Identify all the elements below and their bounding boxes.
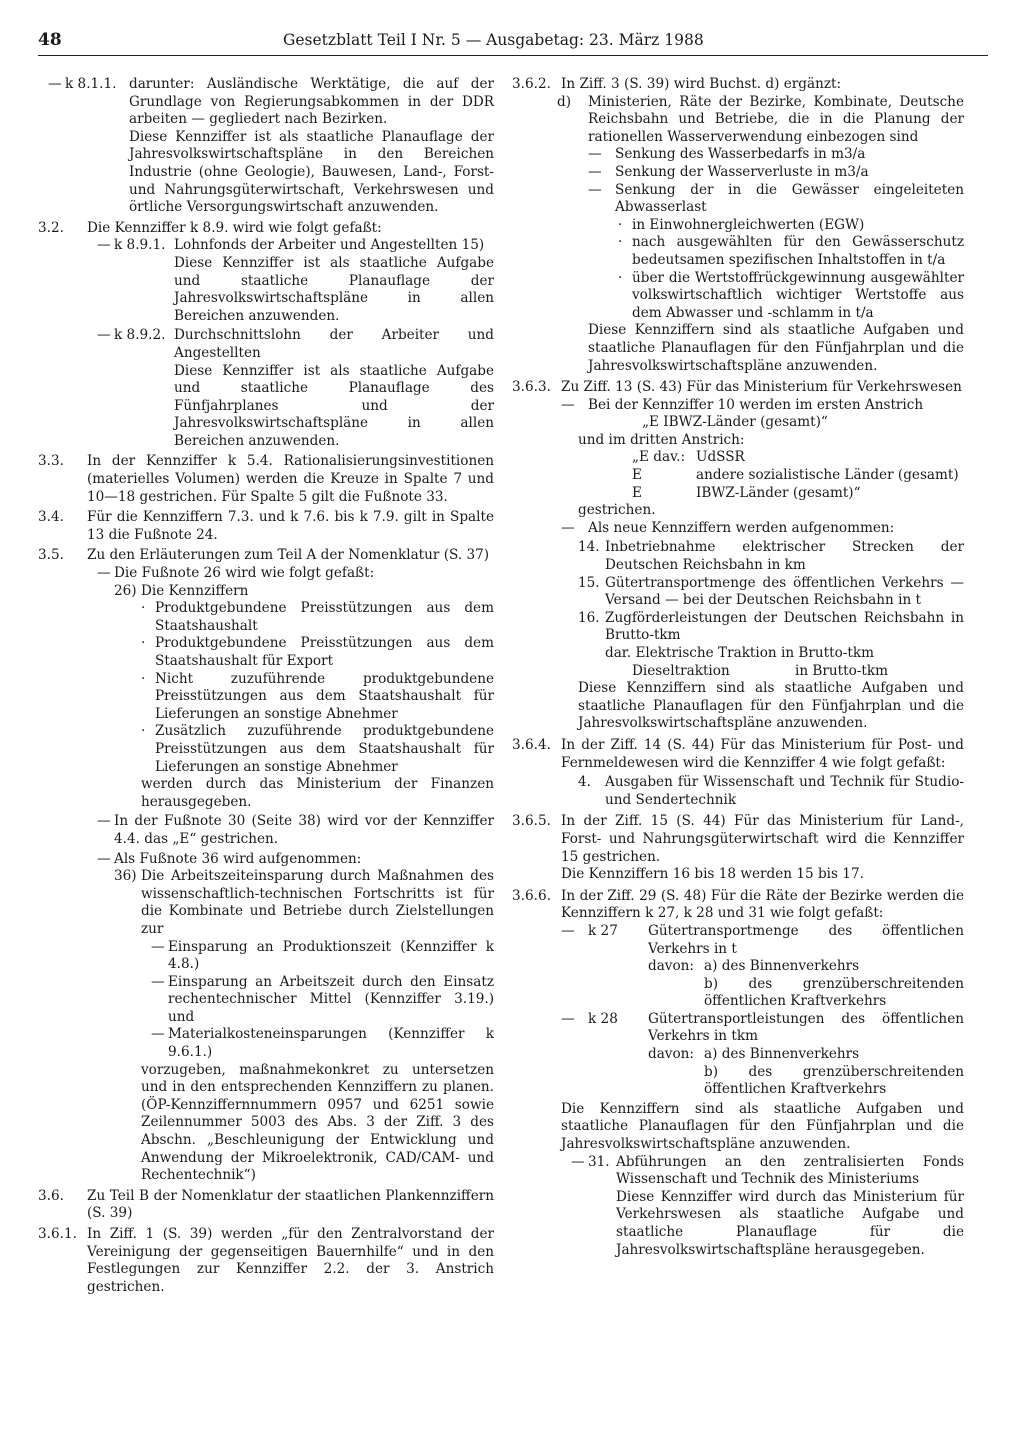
list-item: Zugförderleistungen der Deutschen Reichsbahn in Brutto-tkm [605, 609, 964, 644]
list-item: Produktgebundene Preisstützungen aus dem Staatshaushalt [155, 600, 494, 634]
section-3-2 [38, 220, 494, 451]
list-item: Senkung der Wasserverluste in m3/a [615, 163, 869, 180]
page-header [38, 30, 988, 56]
section-text: Die Kennziffer k 8.9. wird wie folgt gefaßt: [87, 219, 382, 236]
list-item: Ausgaben für Wissenschaft und Technik für Studio- und Sendertechnik [605, 774, 964, 808]
list-item: Senkung der in die Gewässer eingeleiteten Abwasserlast [615, 181, 964, 216]
list-item: nach ausgewählten für den Gewässerschutz bedeutsamen spezifischen Inhaltstoffen in t/a [632, 234, 964, 268]
list-item: Einsparung an Produktionszeit (Kennziffer k 4.8.) [168, 938, 494, 973]
list-item: Nicht zuzuführende produktgebundene Preisstützungen aus dem Staatshaushalt für Lieferungen an sonstige Abnehmer [155, 670, 494, 722]
k892-number: k 8.9.2. [114, 327, 166, 344]
k891-number: k 8.9.1. [114, 237, 166, 254]
section-3-5 [38, 547, 494, 1184]
section-3-6-1 [38, 1226, 494, 1296]
list-item: Produktgebundene Preisstützungen aus dem Staatshaushalt für Export [155, 635, 494, 669]
section-note: Diese Kennziffern sind als staatliche Aufgaben und staatliche Planauflagen für den Fünfjahrplan und die Jahresvolkswirtschaftspläne anzuwenden. [578, 680, 964, 732]
header-rule [38, 55, 988, 56]
right-column [512, 76, 964, 1259]
section-3-6-6 [512, 888, 964, 1259]
section-number: 3.6.1. [38, 1226, 77, 1242]
list-item: über die Wertstoffrückgewinnung ausgewählter volkswirtschaftlich wichtiger Wertstoffe aus dem Abwasser und -schlamm in t/a [632, 269, 964, 321]
k811-number: k 8.1.1. [65, 76, 117, 92]
k892-entry: — k 8.9.2. Durchschnittslohn der Arbeiter und Angestellten Diese Kennziffer ist als staatliche Aufgabe und staatliche Planauflage des Fünfjahrplanes und der Jahresvolkswirtschaftspläne in allen Bereichen anzuwenden. [97, 327, 494, 449]
k811-entry: — k 8.1.1. darunter: Ausländische Werktätige, die auf der Grundlage von Regierungsabkommen in der DDR arbeiten — gegliedert nach Bezirken. Diese Kennziffer ist als staatliche Planauflage der Jahresvolkswirtschaftspläne in den Bereichen Industrie (ohne Geologie), Bauwesen, Land-, Forst- und Nahrungsgüterwirtschaft, Verkehrswesen und örtliche Versorgungswirtschaft anzuwenden. [48, 76, 494, 216]
section-text: Zu den Erläuterungen zum Teil A der Nomenklatur (S. 37) [87, 547, 490, 564]
footnote-36-add: — Als Fußnote 36 wird aufgenommen: 36) Die Arbeitszeiteinsparung durch Maßnahmen des wissenschaftlich-technischen Fortschritts ist für die Kombinate und Betriebe durch Zielstellungen zur — Einsparung an Produktionszeit (Kennziffer k 4.8.) — Einsparung an Arbeitszeit durch den Einsatz rechentechnischer Mittel (Kennziffer 3.19.) und — Materialkosteneinsparungen (Kennziffer k 9.6.1.) vorzugeben, maßnahmekonkret zu untersetzen und in den entsprechenden Kennziffern zu planen. (ÖP-Kennziffernnummern 0957 und 6251 sowie Zeilennummer 5003 des Abs. 3 der Ziff. 3 des Abschn. „Beschleunigung der Entwicklung und Anwendung der Mikroelektronik, CAD/CAM- und Rechentechnik“) [97, 850, 494, 1184]
k891-entry: — k 8.9.1. Lohnfonds der Arbeiter und Angestellten 15) Diese Kennziffer ist als staatliche Aufgabe und staatliche Planauflage der Jahresvolkswirtschaftspläne in allen Bereichen anzuwenden. [97, 237, 494, 324]
section-number: 3.6.2. [512, 76, 551, 92]
section-number: 3.6.5. [512, 813, 551, 830]
list-item: Senkung des Wasserbedarfs in m3/a [615, 146, 866, 163]
section-text: In der Ziff. 29 (S. 48) Für die Räte der Bezirke werden die Kennziffern k 27, k 28 und 31 wie folgt gefaßt: [561, 887, 964, 922]
list-item: Materialkosteneinsparungen (Kennziffer k 9.6.1.) [168, 1026, 494, 1061]
section-text: In Ziff. 1 (S. 39) werden „für den Zentralvorstand der Vereinigung der gegenseitigen Bauernhilfe“ und in den Festlegungen zur Kennziffer 2.2. der 3. Anstrich gestrichen. [87, 1226, 494, 1295]
section-number: 3.6.6. [512, 887, 551, 904]
page-number: 48 [38, 30, 62, 50]
section-3-6-3: 3.6.3. Zu Ziff. 13 (S. 43) Für das Ministerium für Verkehrswesen — Bei der Kennziffer 10 werden im ersten Anstrich „E IBWZ-Länder (gesamt)“ und im dritten Anstrich: „E dav.: UdSSR E andere sozialistische Länder (gesamt) E IBWZ-Länder (gesamt)“ gestrichen. — Als neue Kennziffern werden aufgenommen: 14. Inbetriebnahme elektrischer Strecken der Deutschen Reichsbahn in km 15. Gütertransportmenge des öffentlichen Verkehrs — Versand — bei der Deutschen Reichsbahn in t 16. Zugförderleistungen der Deutschen Reichsbahn in Brutto-tkm dar. Elektrische Traktion in Brutto-tkm Dieseltraktion in Brutto-tkm Diese Kennziffern sind als staatliche Aufgaben und staatliche Planauflagen für den Fünfjahrplan und die Jahresvolkswirtschaftspläne anzuwenden. [512, 379, 964, 732]
section-text: In der Kennziffer k 5.4. Rationalisierungsinvestitionen (materielles Volumen) werden die Kreuze in Spalte 7 und 10—18 gestrichen. Für Spalte 5 gilt die Fußnote 33. [87, 453, 494, 505]
gazette-title: Gesetzblatt Teil I Nr. 5 — Ausgabetag: 23. März 1988 [283, 31, 704, 49]
section-3-6-2: 3.6.2. In Ziff. 3 (S. 39) wird Buchst. d) ergänzt: d) Ministerien, Räte der Bezirke, Kombinate, Deutsche Reichsbahn und Betriebe, die in die Planung der rationellen Wasserverwendung einbezogen sind — Senkung des Wasserbedarfs in m3/a — Senkung der Wasserverluste in m3/a — Senkung der in die Gewässer eingeleiteten Abwasserlast · in Einwohnergleichwerten (EGW) · nach ausgewählten für den Gewässerschutz bedeutsamen spezifischen Inhaltstoffen in t/a · über die Wertstoffrückgewinnung ausgewählter volkswirtschaftlich wichtiger Wertstoffe aus dem Abwasser und -schlamm in t/a Diese Kennziffern sind als staatliche Aufgaben und staatliche Planauflagen für den Fünfjahrplan und die Jahresvolkswirtschaftspläne anzuwenden. [512, 76, 964, 374]
list-item: Einsparung an Arbeitszeit durch den Einsatz rechentechnischer Mittel (Kennziffer 3.19.) und [168, 973, 494, 1025]
left-column [38, 76, 494, 1296]
section-text: Zu Ziff. 13 (S. 43) Für das Ministerium für Verkehrswesen [561, 379, 962, 396]
k892-note: Diese Kennziffer ist als staatliche Aufgabe und staatliche Planauflage des Fünfjahrplanes und der Jahresvolkswirtschaftspläne in allen Bereichen anzuwenden. [174, 362, 494, 449]
list-item: Gütertransportmenge des öffentlichen Verkehrs — Versand — bei der Deutschen Reichsbahn in t [605, 574, 964, 609]
section-number: 3.6.4. [512, 736, 551, 753]
section-number: 3.6.3. [512, 379, 551, 396]
k891-title: Lohnfonds der Arbeiter und Angestellten 15) [174, 237, 485, 254]
footnote-26-change: — Die Fußnote 26 wird wie folgt gefaßt: 26) Die Kennziffern · Produktgebundene Preisstützungen aus dem Staatshaushalt · Produktgebundene Preisstützungen aus dem Staatshaushalt für Export · Nicht zuzuführende produktgebundene Preisstützungen aus dem Staatshaushalt für Lieferungen an sonstige Abnehmer · Zusätzlich zuzuführende produktgebundene Preisstützungen aus dem Staatshaushalt für Lieferungen an sonstige Abnehmer werden durch das Ministerium der Finanzen herausgegeben. [97, 565, 494, 810]
section-text: Für die Kennziffern 7.3. und k 7.6. bis k 7.9. gilt in Spalte 13 die Fußnote 24. [87, 509, 494, 543]
section-3-6 [38, 1188, 494, 1223]
k28-entry: — k 28 Gütertransportleistungen des öffentlichen Verkehrs in tkm davon: a) des Binnenverkehrs b) des grenzüberschreitenden öffentlichen Kraftverkehrs [561, 1010, 964, 1098]
section-3-3 [38, 453, 494, 506]
k27-entry: — k 27 Gütertransportmenge des öffentlichen Verkehrs in t davon: a) des Binnenverkehrs b) des grenzüberschreitenden öffentlichen Kraftverkehrs [561, 922, 964, 1010]
section-text: In der Ziff. 14 (S. 44) Für das Ministerium für Post- und Fernmeldewesen wird die Kennziffer 4 wie folgt gefaßt: [561, 736, 964, 771]
section-note: Die Kennziffern sind als staatliche Aufgaben und staatliche Planauflagen für den Fünfjahrplan und die Jahresvolkswirtschaftspläne anzuwenden. [561, 1100, 964, 1153]
section-3-6-5: 3.6.5. In der Ziff. 15 (S. 44) Für das Ministerium für Land-, Forst- und Nahrungsgüterwirtschaft wird die Kennziffer 15 gestrichen. Die Kennziffern 16 bis 18 werden 15 bis 17. [512, 813, 964, 883]
section-3-4 [38, 509, 494, 544]
section-text: Zu Teil B der Nomenklatur der staatlichen Plankennziffern (S. 39) [87, 1187, 494, 1222]
k892-title: Durchschnittslohn der Arbeiter und Angestellten [174, 327, 494, 361]
list-item: Zusätzlich zuzuführende produktgebundene Preisstützungen aus dem Staatshaushalt für Lieferungen an sonstige Abnehmer [155, 723, 494, 775]
section-text: In Ziff. 3 (S. 39) wird Buchst. d) ergänzt: [561, 76, 842, 92]
footnote-30-change: — In der Fußnote 30 (Seite 38) wird vor der Kennziffer 4.4. das „E“ gestrichen. [97, 813, 494, 847]
k31-entry: — 31. Abführungen an den zentralisierten Fonds Wissenschaft und Technik des Ministeriums Diese Kennziffer wird durch das Ministerium für Verkehrswesen als staatliche Aufgabe und staatliche Planauflage für die Jahresvolkswirtschaftspläne herausgegeben. [571, 1153, 964, 1258]
k811-text: darunter: Ausländische Werktätige, die auf der Grundlage von Regierungsabkommen in der DDR arbeiten — gegliedert nach Bezirken. [129, 76, 494, 128]
section-note: Diese Kennziffern sind als staatliche Aufgaben und staatliche Planauflagen für den Fünfjahrplan und die Jahresvolkswirtschaftspläne anzuwenden. [588, 322, 964, 374]
section-number: 3.6. [38, 1187, 64, 1204]
section-number: 3.4. [38, 509, 64, 526]
section-number: 3.2. [38, 219, 64, 236]
section-number: 3.5. [38, 547, 64, 564]
list-item: in Einwohnergleichwerten (EGW) [632, 216, 865, 233]
k811-note: Diese Kennziffer ist als staatliche Planauflage der Jahresvolkswirtschaftspläne in den Bereichen Industrie (ohne Geologie), Bauwesen, Land-, Forst- und Nahrungsgüterwirtschaft, Verkehrswesen und örtliche Versorgungswirtschaft anzuwenden. [129, 128, 494, 216]
list-item: Inbetriebnahme elektrischer Strecken der Deutschen Reichsbahn in km [605, 539, 964, 574]
k891-note: Diese Kennziffer ist als staatliche Aufgabe und staatliche Planauflage der Jahresvolkswirtschaftspläne in allen Bereichen anzuwenden. [174, 254, 494, 324]
section-text: In der Ziff. 15 (S. 44) Für das Ministerium für Land-, Forst- und Nahrungsgüterwirtschaft wird die Kennziffer 15 gestrichen. [561, 813, 964, 865]
section-number: 3.3. [38, 453, 64, 470]
section-3-6-4: 3.6.4. In der Ziff. 14 (S. 44) Für das Ministerium für Post- und Fernmeldewesen wird die Kennziffer 4 wie folgt gefaßt: 4. Ausgaben für Wissenschaft und Technik für Studio- und Sendertechnik [512, 736, 964, 808]
